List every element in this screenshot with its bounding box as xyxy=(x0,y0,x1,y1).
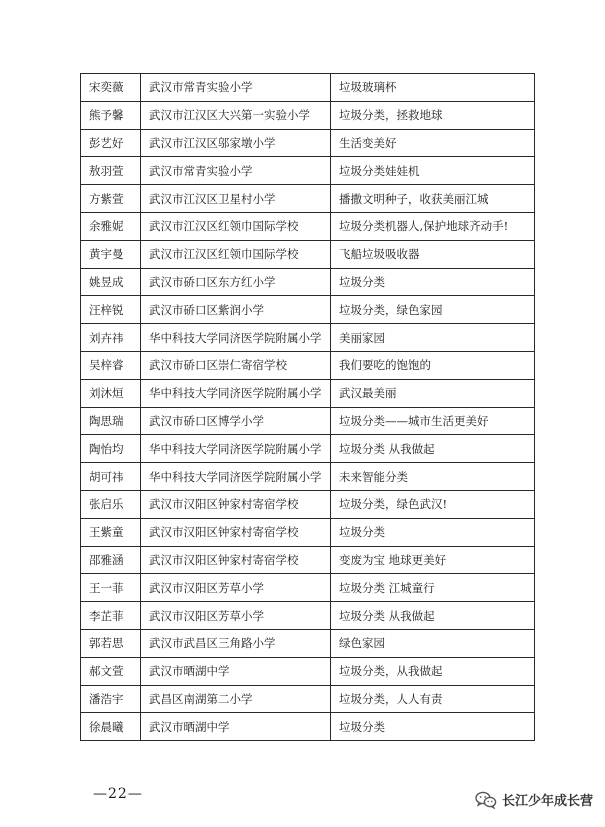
school-cell: 武汉市常青实验小学 xyxy=(141,74,331,102)
table-row xyxy=(81,574,535,602)
school-cell: 武汉市汉阳区钟家村寄宿学校 xyxy=(141,490,331,518)
watermark-text: 长江少年成长营 xyxy=(501,794,593,809)
school-cell: 武汉市江汉区卫星村小学 xyxy=(141,185,331,213)
table-row xyxy=(81,657,535,685)
work-title-cell: 垃圾分类 江城童行 xyxy=(331,574,535,602)
school-cell: 武汉市晒湖中学 xyxy=(141,657,331,685)
watermark xyxy=(475,790,593,809)
award-roster-table xyxy=(80,73,535,741)
student-name-cell: 徐晨曦 xyxy=(81,713,141,741)
work-title-cell: 飞船垃圾吸收器 xyxy=(331,240,535,268)
table-row xyxy=(81,324,535,352)
student-name-cell: 王一菲 xyxy=(81,574,141,602)
student-name-cell: 黄宇曼 xyxy=(81,240,141,268)
school-cell: 武汉市汉阳区钟家村寄宿学校 xyxy=(141,546,331,574)
table-row xyxy=(81,129,535,157)
student-name-cell: 刘沐烜 xyxy=(81,379,141,407)
school-cell: 武汉市江汉区红领巾国际学校 xyxy=(141,212,331,240)
work-title-cell: 垃圾分类娃娃机 xyxy=(331,157,535,185)
work-title-cell: 垃圾分类 xyxy=(331,268,535,296)
work-title-cell: 垃圾分类，绿色家园 xyxy=(331,296,535,324)
work-title-cell: 垃圾分类——城市生活更美好 xyxy=(331,407,535,435)
school-cell: 武汉市硚口区紫润小学 xyxy=(141,296,331,324)
table-row xyxy=(81,490,535,518)
work-title-cell: 播撒文明种子，收获美丽江城 xyxy=(331,185,535,213)
school-cell: 武昌区南湖第二小学 xyxy=(141,685,331,713)
student-name-cell: 方紫萱 xyxy=(81,185,141,213)
roster-table-body xyxy=(81,74,535,741)
school-cell: 武汉市晒湖中学 xyxy=(141,713,331,741)
work-title-cell: 美丽家园 xyxy=(331,324,535,352)
work-title-cell: 垃圾分类 从我做起 xyxy=(331,602,535,630)
student-name-cell: 熊予馨 xyxy=(81,101,141,129)
student-name-cell: 汪梓锐 xyxy=(81,296,141,324)
student-name-cell: 胡可祎 xyxy=(81,463,141,491)
table-row xyxy=(81,518,535,546)
table-row xyxy=(81,185,535,213)
school-cell: 华中科技大学同济医学院附属小学 xyxy=(141,463,331,491)
work-title-cell: 垃圾分类 xyxy=(331,713,535,741)
student-name-cell: 李芷菲 xyxy=(81,602,141,630)
table-row xyxy=(81,629,535,657)
table-row xyxy=(81,351,535,379)
work-title-cell: 垃圾分类 从我做起 xyxy=(331,435,535,463)
student-name-cell: 刘卉祎 xyxy=(81,324,141,352)
school-cell: 武汉市硚口区崇仁寄宿学校 xyxy=(141,351,331,379)
work-title-cell: 垃圾玻璃杯 xyxy=(331,74,535,102)
school-cell: 武汉市汉阳区钟家村寄宿学校 xyxy=(141,518,331,546)
work-title-cell: 垃圾分类，拯救地球 xyxy=(331,101,535,129)
table-row xyxy=(81,157,535,185)
school-cell: 武汉市汉阳区芳草小学 xyxy=(141,602,331,630)
work-title-cell: 垃圾分类，绿色武汉! xyxy=(331,490,535,518)
work-title-cell: 生活变美好 xyxy=(331,129,535,157)
work-title-cell: 垃圾分类机器人,保护地球齐动手! xyxy=(331,212,535,240)
school-cell: 武汉市武昌区三角路小学 xyxy=(141,629,331,657)
student-name-cell: 邵雅涵 xyxy=(81,546,141,574)
school-cell: 武汉市硚口区东方红小学 xyxy=(141,268,331,296)
school-cell: 华中科技大学同济医学院附属小学 xyxy=(141,324,331,352)
school-cell: 武汉市江汉区红领巾国际学校 xyxy=(141,240,331,268)
table-row xyxy=(81,268,535,296)
work-title-cell: 武汉最美丽 xyxy=(331,379,535,407)
table-row xyxy=(81,546,535,574)
student-name-cell: 彭艺好 xyxy=(81,129,141,157)
work-title-cell: 垃圾分类，从我做起 xyxy=(331,657,535,685)
school-cell: 华中科技大学同济医学院附属小学 xyxy=(141,435,331,463)
work-title-cell: 绿色家园 xyxy=(331,629,535,657)
table-row xyxy=(81,101,535,129)
table-row xyxy=(81,713,535,741)
work-title-cell: 我们要吃的饱饱的 xyxy=(331,351,535,379)
table-row xyxy=(81,74,535,102)
table-row xyxy=(81,240,535,268)
table-row xyxy=(81,435,535,463)
school-cell: 武汉市汉阳区芳草小学 xyxy=(141,574,331,602)
table-row xyxy=(81,296,535,324)
school-cell: 武汉市江汉区邬家墩小学 xyxy=(141,129,331,157)
student-name-cell: 陶思瑞 xyxy=(81,407,141,435)
student-name-cell: 吴梓睿 xyxy=(81,351,141,379)
school-cell: 武汉市江汉区大兴第一实验小学 xyxy=(141,101,331,129)
table-row xyxy=(81,685,535,713)
student-name-cell: 余雅妮 xyxy=(81,212,141,240)
student-name-cell: 郭若思 xyxy=(81,629,141,657)
table-row xyxy=(81,407,535,435)
student-name-cell: 陶怡均 xyxy=(81,435,141,463)
wechat-icon xyxy=(475,791,497,809)
student-name-cell: 敖羽萱 xyxy=(81,157,141,185)
student-name-cell: 王紫童 xyxy=(81,518,141,546)
work-title-cell: 变废为宝 地球更美好 xyxy=(331,546,535,574)
student-name-cell: 宋奕薇 xyxy=(81,74,141,102)
page-number: —22— xyxy=(93,786,143,802)
work-title-cell: 未来智能分类 xyxy=(331,463,535,491)
table-row xyxy=(81,463,535,491)
table-row xyxy=(81,602,535,630)
work-title-cell: 垃圾分类 xyxy=(331,518,535,546)
school-cell: 武汉市硚口区博学小学 xyxy=(141,407,331,435)
table-row xyxy=(81,212,535,240)
student-name-cell: 郝文萱 xyxy=(81,657,141,685)
table-row xyxy=(81,379,535,407)
student-name-cell: 张启乐 xyxy=(81,490,141,518)
school-cell: 武汉市常青实验小学 xyxy=(141,157,331,185)
student-name-cell: 潘浩宇 xyxy=(81,685,141,713)
school-cell: 华中科技大学同济医学院附属小学 xyxy=(141,379,331,407)
work-title-cell: 垃圾分类，人人有责 xyxy=(331,685,535,713)
student-name-cell: 姚昱成 xyxy=(81,268,141,296)
